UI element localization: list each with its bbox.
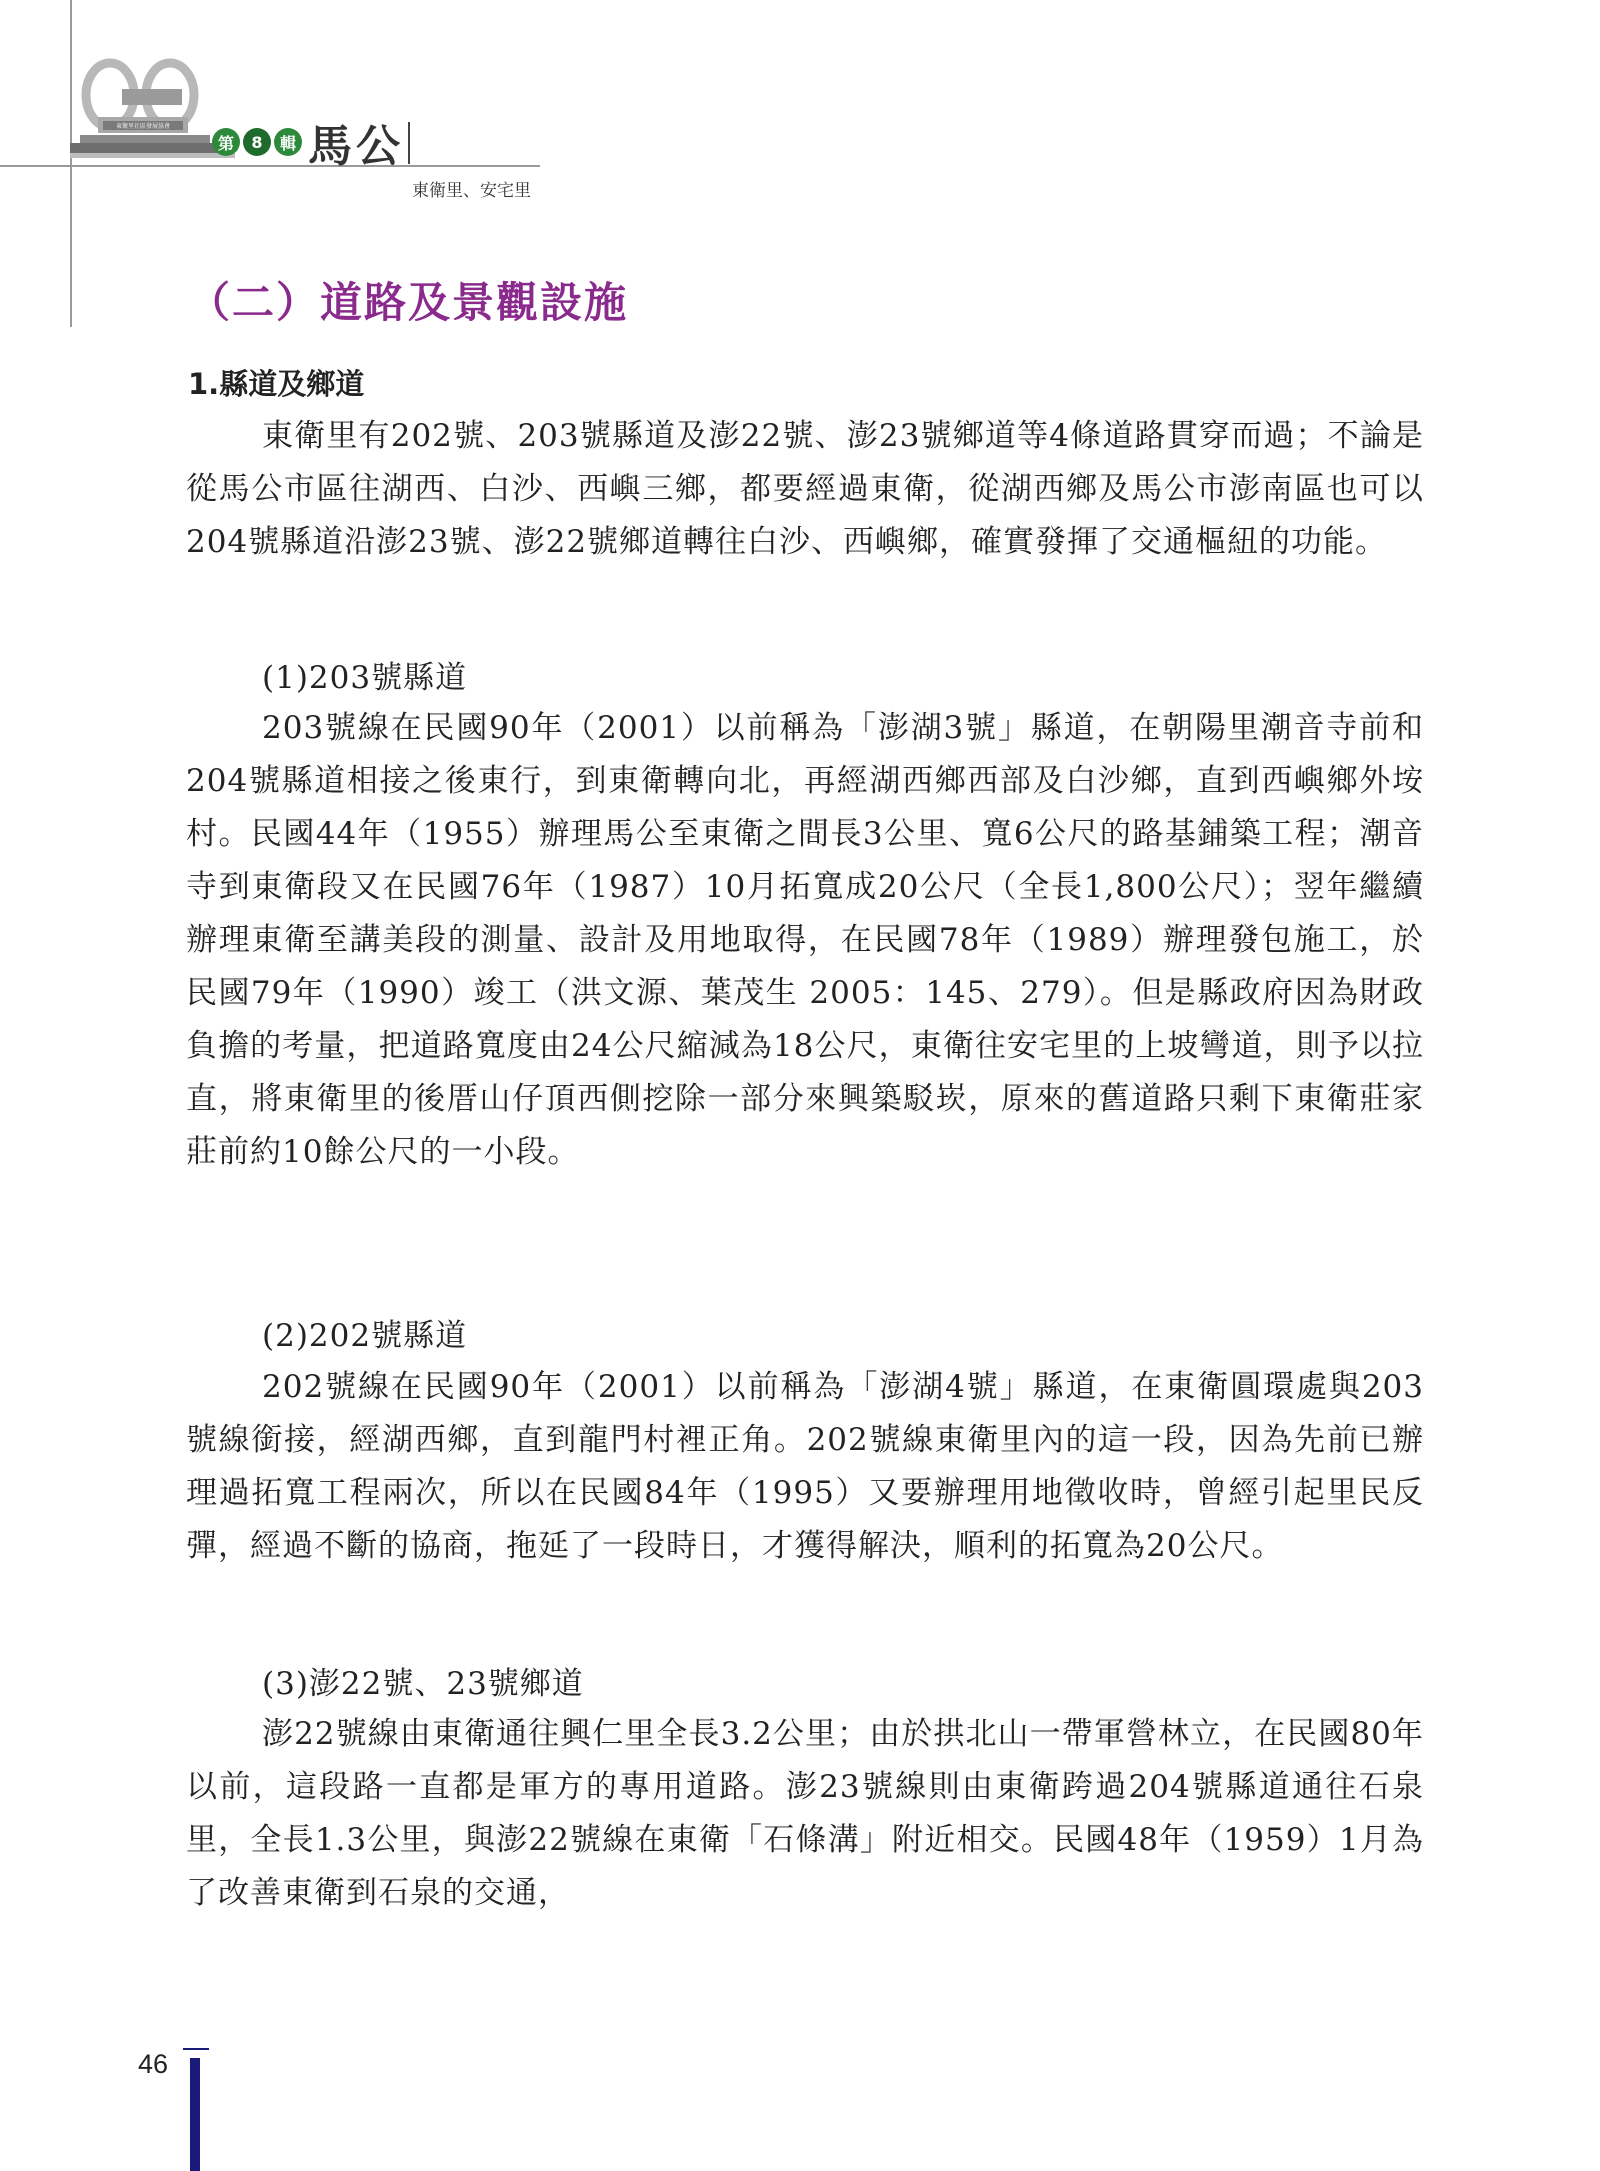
header-horizontal-rule: [0, 165, 540, 167]
series-char-2: 輯: [274, 128, 302, 156]
subsection-heading: 1.縣道及鄉道: [188, 367, 365, 401]
title-divider: [408, 122, 410, 164]
item-body-202: 202號線在民國90年（2001）以前稱為「澎湖4號」縣道，在東衛圓環處與203號線銜接，經湖西鄉，直到龍門村裡正角。202號線東衛里內的這一段，因為先前已辦理過拓寬工程兩次，所以在民國84年（1995）又要辦理用地徵收時，曾經引起里民反彈，經過不斷的協商，拖延了一段時日，才獲得解決，順利的拓寬為20公尺。: [186, 1369, 1424, 1564]
intro-paragraph: 東衛里有202號、203號縣道及澎22號、澎23號鄉道等4條道路貫穿而過；不論是從馬公市區往湖西、白沙、西嶼三鄉，都要經過東衛，從湖西鄉及馬公市澎南區也可以204號縣道沿澎23號、澎22號鄉道轉往白沙、西嶼鄉，確實發揮了交通樞紐的功能。: [186, 418, 1424, 560]
series-char-1: 第: [212, 128, 240, 156]
monument-caption: 東衛里社區發展協會: [115, 123, 171, 130]
page-number: 46: [138, 2049, 169, 2079]
series-label: [212, 122, 302, 162]
page-bar-top-rule: [183, 2048, 209, 2050]
monument-icon: [70, 55, 235, 160]
running-header-subtitle: 東衛里、安宅里: [412, 181, 531, 201]
series-number: 8: [243, 128, 271, 156]
book-title: 馬公: [308, 121, 404, 172]
item-body-203: 203號線在民國90年（2001）以前稱為「澎湖3號」縣道，在朝陽里潮音寺前和204號縣道相接之後東行，到東衛轉向北，再經湖西鄉西部及白沙鄉，直到西嶼鄉外垵村。民國44年（1955）辦理馬公至東衛之間長3公里、寬6公尺的路基鋪築工程；潮音寺到東衛段又在民國76年（1987）10月拓寬成20公尺（全長1,800公尺）；翌年繼續辦理東衛至講美段的測量、設計及用地取得，在民國78年（1989）辦理發包施工，於民國79年（1990）竣工（洪文源、葉茂生 2005：145、279）。但是縣政府因為財政負擔的考量，把道路寬度由24公尺縮減為18公尺，東衛往安宅里的上坡彎道，則予以拉直，將東衛里的後厝山仔頂西側挖除一部分來興築駁崁，原來的舊道路只剩下東衛莊家莊前約10餘公尺的一小段。: [186, 710, 1424, 1170]
header-vertical-rule: [70, 0, 72, 327]
section-heading: （二）道路及景觀設施: [188, 278, 629, 327]
item-title-202: (2)202號縣道: [262, 1318, 468, 1354]
item-body-township: 澎22號線由東衛通往興仁里全長3.2公里；由於拱北山一帶軍營林立，在民國80年以前，這段路一直都是軍方的專用道路。澎23號線則由東衛跨過204號縣道通往石泉里，全長1.3公里，與澎22號線在東衛「石條溝」附近相交。民國48年（1959）1月為了改善東衛到石泉的交通，: [186, 1716, 1424, 1911]
item-title-township: (3)澎22號、23號鄉道: [262, 1666, 584, 1702]
item-title-203: (1)203號縣道: [262, 660, 468, 696]
page-bar: [190, 2058, 200, 2171]
